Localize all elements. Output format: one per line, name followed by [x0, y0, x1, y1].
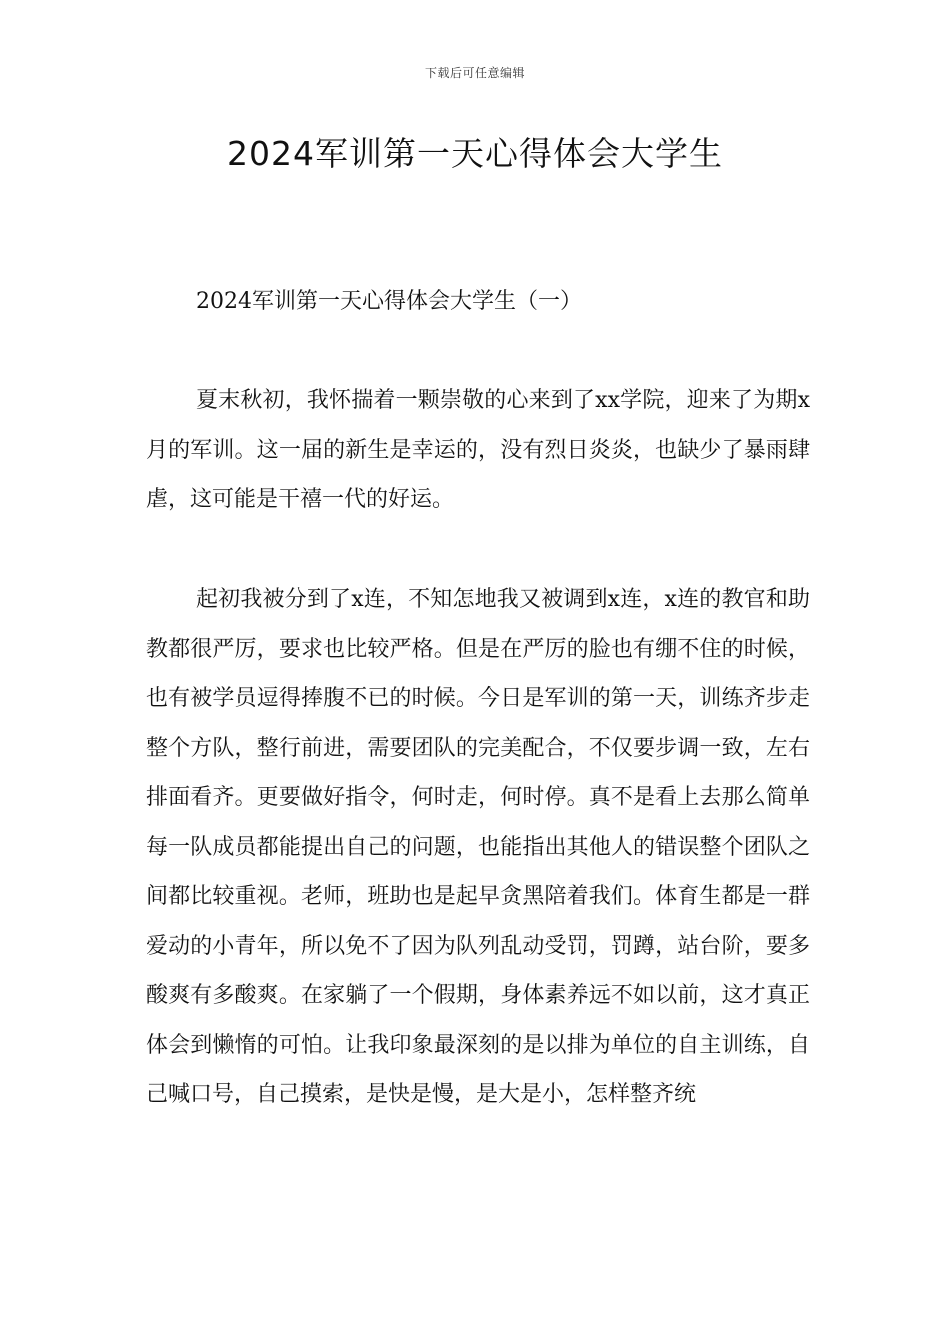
header-note: 下载后可任意编辑	[424, 66, 525, 80]
paragraph-2: 起初我被分到了x连，不知怎地我又被调到x连，x连的教官和助教都很严厉，要求也比较严格。但是在严厉的脸也有绷不住的时候，也有被学员逗得捧腹不已的时候。今日是军训的第一天，训练齐步走整个方队，整行前进，需要团队的完美配合，不仅要步调一致，左右排面看齐。更要做好指令，何时走，何时停。真不是看上去那么简单每一队成员都能提出自己的问题，也能指出其他人的错误整个团队之间都比较重视。老师，班助也是起早贪黑陪着我们。体育生都是一群爱动的小青年，所以免不了因为队列乱动受罚，罚蹲，站台阶，要多酸爽有多酸爽。在家躺了一个假期，身体素养远不如以前，这才真正体会到懒惰的可怕。让我印象最深刻的是以排为单位的自主训练，自己喊口号，自己摸索，是快是慢，是大是小，怎样整齐统	[146, 587, 810, 1107]
paragraph-1: 夏末秋初，我怀揣着一颗崇敬的心来到了xx学院，迎来了为期x月的军训。这一届的新生是幸运的，没有烈日炎炎，也缺少了暴雨肆虐，这可能是干禧一代的好运。	[146, 388, 810, 512]
document-title: 2024军训第一天心得体会大学生	[227, 134, 723, 173]
section-heading: 2024军训第一天心得体会大学生（一）	[196, 289, 582, 314]
